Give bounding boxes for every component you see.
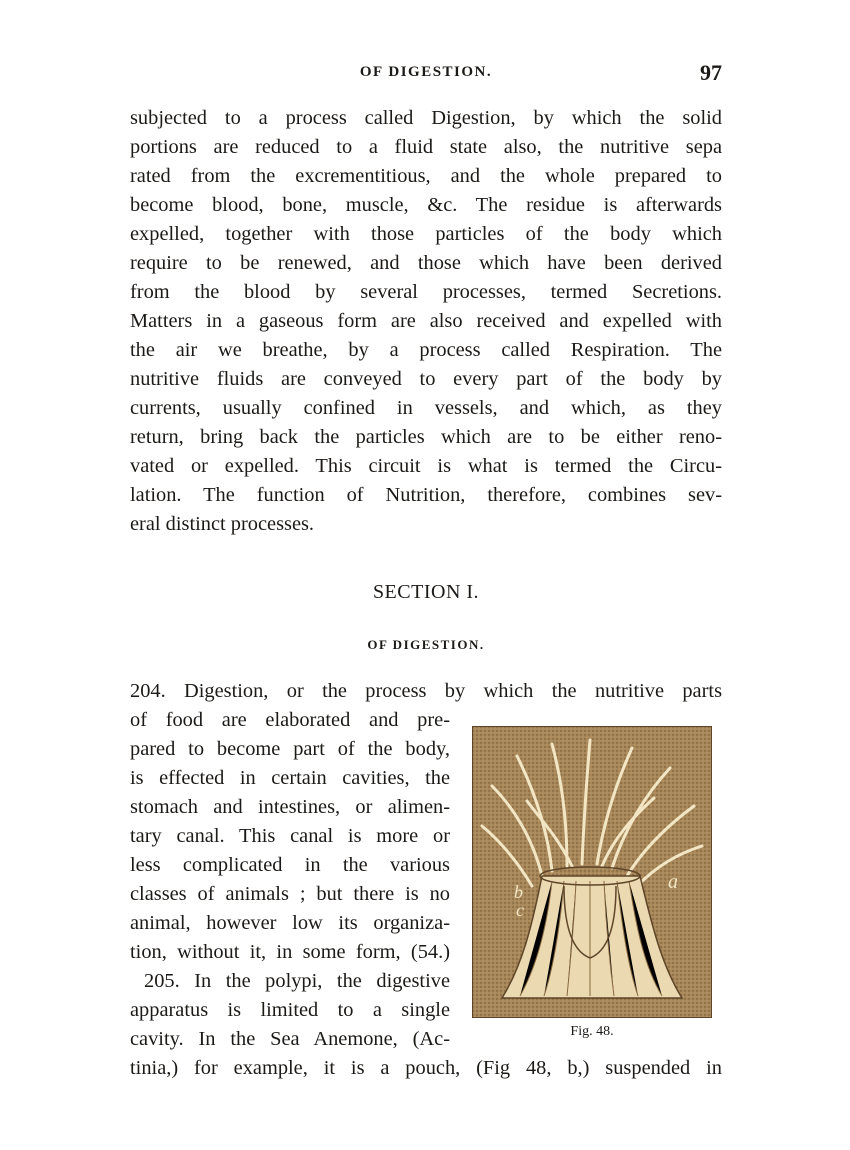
- text-line: less complicated in the various: [130, 854, 450, 876]
- text-line: animal, however low its organiza-: [130, 912, 450, 934]
- figure-label-c: c: [516, 900, 524, 920]
- text-line: apparatus is limited to a single: [130, 999, 450, 1021]
- text-line: the air we breathe, by a process called Respiration. The: [130, 339, 722, 361]
- running-title: OF DIGESTION.: [359, 64, 493, 80]
- text-line: lation. The function of Nutrition, therefore, combines sev-: [130, 484, 722, 506]
- text-line: cavity. In the Sea Anemone, (Ac-: [130, 1028, 450, 1050]
- text-line: expelled, together with those particles of the body which: [130, 223, 722, 245]
- paragraph-204-first-line: 204. Digestion, or the process by which the nutritive parts: [130, 680, 722, 702]
- text-line: from the blood by several processes, termed Secretions.: [130, 281, 722, 303]
- intro-paragraph: [130, 104, 722, 539]
- text-line: 205. In the polypi, the digestive: [144, 970, 450, 992]
- text-line: return, bring back the particles which are to be either reno-: [130, 426, 722, 448]
- text-line: classes of animals ; but there is no: [130, 883, 450, 905]
- text-line: nutritive fluids are conveyed to every part of the body by: [130, 368, 722, 390]
- section-subheading: OF DIGESTION.: [367, 637, 485, 652]
- text-line: tary canal. This canal is more or: [130, 825, 450, 847]
- text-line: eral distinct processes.: [130, 513, 315, 535]
- sea-anemone-engraving: [472, 726, 712, 1018]
- text-line: require to be renewed, and those which have been derived: [130, 252, 722, 274]
- figure-label-a: a: [668, 871, 678, 893]
- running-head: [130, 60, 722, 90]
- paragraph-205-last-line: tinia,) for example, it is a pouch, (Fig 48, b,) suspended in: [130, 1057, 722, 1079]
- text-line: stomach and intestines, or alimen-: [130, 796, 450, 818]
- text-line: pared to become part of the body,: [130, 738, 450, 760]
- text-line: rated from the excrementitious, and the whole prepared to: [130, 165, 722, 187]
- figure-label-b: b: [514, 882, 523, 902]
- text-line: currents, usually confined in vessels, and which, as they: [130, 397, 722, 419]
- text-line: become blood, bone, muscle, &c. The residue is afterwards: [130, 194, 722, 216]
- text-line: is effected in certain cavities, the: [130, 767, 450, 789]
- section-heading: SECTION I.: [372, 581, 480, 603]
- wrapped-text-column: [130, 706, 450, 1054]
- text-line: tion, without it, in some form, (54.): [130, 941, 450, 963]
- text-line: Matters in a gaseous form are also received and expelled with: [130, 310, 722, 332]
- text-line: of food are elaborated and pre-: [130, 709, 450, 731]
- page-number: 97: [700, 60, 722, 85]
- text-line: vated or expelled. This circuit is what is termed the Circu-: [130, 455, 722, 477]
- sea-anemone-figure: [472, 726, 712, 1018]
- text-line: portions are reduced to a fluid state also, the nutritive sepa: [130, 136, 722, 158]
- figure-caption: Fig. 48.: [570, 1024, 614, 1039]
- text-line: subjected to a process called Digestion, by which the solid: [130, 107, 722, 129]
